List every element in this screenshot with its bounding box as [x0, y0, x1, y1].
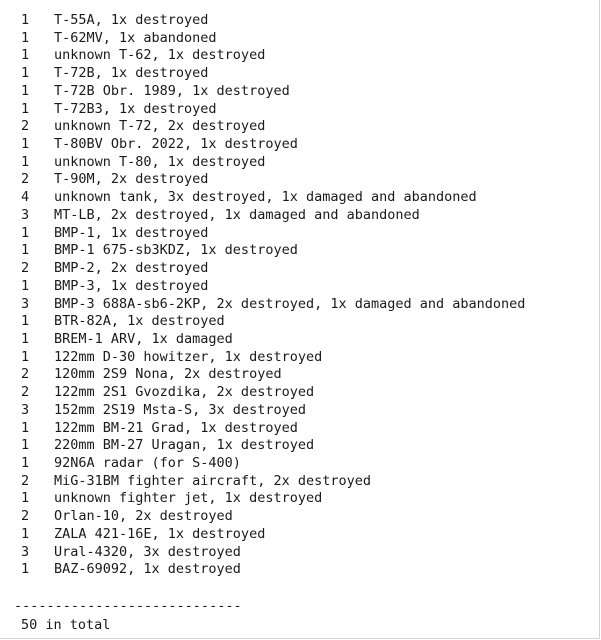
list-item — [0, 366, 598, 384]
item-count: 1 — [21, 29, 30, 46]
list-item — [0, 83, 598, 101]
item-count: 2 — [21, 472, 30, 489]
item-description: MiG-31BM fighter aircraft, 2x destroyed — [54, 472, 371, 489]
item-count: 1 — [21, 419, 30, 436]
item-count: 1 — [21, 65, 30, 82]
item-count: 2 — [21, 118, 30, 135]
item-description: BMP-2, 2x destroyed — [54, 260, 209, 277]
item-description: T-80BV Obr. 2022, 1x destroyed — [54, 136, 298, 153]
item-description: unknown T-62, 1x destroyed — [54, 47, 266, 64]
item-description: unknown T-80, 1x destroyed — [54, 153, 266, 170]
item-count: 1 — [21, 313, 30, 330]
item-description: 122mm BM-21 Grad, 1x destroyed — [54, 419, 298, 436]
item-description: T-72B Obr. 1989, 1x destroyed — [54, 82, 290, 99]
list-item — [0, 207, 598, 225]
item-count: 3 — [21, 206, 30, 223]
list-item — [0, 349, 598, 367]
item-count: 1 — [21, 561, 30, 578]
item-count: 1 — [21, 330, 30, 347]
item-description: T-72B, 1x destroyed — [54, 65, 209, 82]
item-count: 1 — [21, 437, 30, 454]
list-item — [0, 47, 598, 65]
item-description: 220mm BM-27 Uragan, 1x destroyed — [54, 437, 315, 454]
item-description: Orlan-10, 2x destroyed — [54, 508, 233, 525]
item-count: 1 — [21, 153, 30, 170]
item-description: BMP-1 675-sb3KDZ, 1x destroyed — [54, 242, 298, 259]
list-item — [0, 65, 598, 83]
item-description: 122mm 2S1 Gvozdika, 2x destroyed — [54, 384, 315, 401]
item-count: 1 — [21, 224, 30, 241]
list-item — [0, 260, 598, 278]
item-description: unknown T-72, 2x destroyed — [54, 118, 266, 135]
list-item — [0, 30, 598, 48]
item-count: 3 — [21, 295, 30, 312]
item-description: unknown fighter jet, 1x destroyed — [54, 490, 323, 507]
list-item — [0, 242, 598, 260]
item-description: Ural-4320, 3x destroyed — [54, 543, 241, 560]
list-item — [0, 455, 598, 473]
item-description: T-55A, 1x destroyed — [54, 12, 209, 28]
item-count: 2 — [21, 260, 30, 277]
item-description: ZALA 421-16E, 1x destroyed — [54, 525, 266, 542]
list-item — [0, 189, 598, 207]
list-item — [0, 296, 598, 314]
list-item — [0, 437, 598, 455]
item-description: 92N6A radar (for S-400) — [54, 454, 241, 471]
item-count: 2 — [21, 366, 30, 383]
list-item — [0, 384, 598, 402]
item-count: 1 — [21, 82, 30, 99]
item-description: MT-LB, 2x destroyed, 1x damaged and abandoned — [54, 206, 420, 223]
item-description: BMP-1, 1x destroyed — [54, 224, 209, 241]
item-count: 1 — [21, 47, 30, 64]
item-count: 1 — [21, 136, 30, 153]
list-item — [0, 171, 598, 189]
list-item — [0, 225, 598, 243]
list-item — [0, 508, 598, 526]
item-description: T-72B3, 1x destroyed — [54, 100, 217, 117]
item-description: T-90M, 2x destroyed — [54, 171, 209, 188]
item-description: BMP-3 688A-sb6-2KP, 2x destroyed, 1x damaged and abandoned — [54, 295, 526, 312]
item-count: 1 — [21, 277, 30, 294]
item-description: 120mm 2S9 Nona, 2x destroyed — [54, 366, 282, 383]
list-item — [0, 118, 598, 136]
list-item — [0, 12, 598, 30]
item-description: T-62MV, 1x abandoned — [54, 29, 217, 46]
list-item — [0, 544, 598, 562]
list-item — [0, 331, 598, 349]
list-item — [0, 490, 598, 508]
item-count: 1 — [21, 348, 30, 365]
item-description: BMP-3, 1x destroyed — [54, 277, 209, 294]
item-description: 122mm D-30 howitzer, 1x destroyed — [54, 348, 323, 365]
item-description: 152mm 2S19 Msta-S, 3x destroyed — [54, 401, 306, 418]
item-count: 1 — [21, 454, 30, 471]
item-count: 3 — [21, 543, 30, 560]
item-count: 1 — [21, 525, 30, 542]
list-item — [0, 402, 598, 420]
item-count: 2 — [21, 508, 30, 525]
list-item — [0, 101, 598, 119]
item-count: 1 — [21, 100, 30, 117]
item-description: BAZ-69092, 1x destroyed — [54, 561, 241, 578]
list-item — [0, 136, 598, 154]
item-description: BREM-1 ARV, 1x damaged — [54, 330, 233, 347]
item-count: 2 — [21, 171, 30, 188]
total-separator: ---------------------------- — [14, 598, 242, 614]
losses-list — [0, 12, 598, 579]
list-item — [0, 561, 598, 579]
list-item — [0, 420, 598, 438]
item-description: BTR-82A, 1x destroyed — [54, 313, 225, 330]
list-item — [0, 473, 598, 491]
item-count: 2 — [21, 384, 30, 401]
item-count: 1 — [21, 12, 30, 28]
item-count: 1 — [21, 490, 30, 507]
list-item — [0, 313, 598, 331]
item-count: 3 — [21, 401, 30, 418]
item-description: unknown tank, 3x destroyed, 1x damaged and abandoned — [54, 189, 477, 206]
total-line: 50 in total — [21, 617, 111, 633]
list-item — [0, 526, 598, 544]
list-item — [0, 278, 598, 296]
item-count: 4 — [21, 189, 30, 206]
item-count: 1 — [21, 242, 30, 259]
list-item — [0, 154, 598, 172]
